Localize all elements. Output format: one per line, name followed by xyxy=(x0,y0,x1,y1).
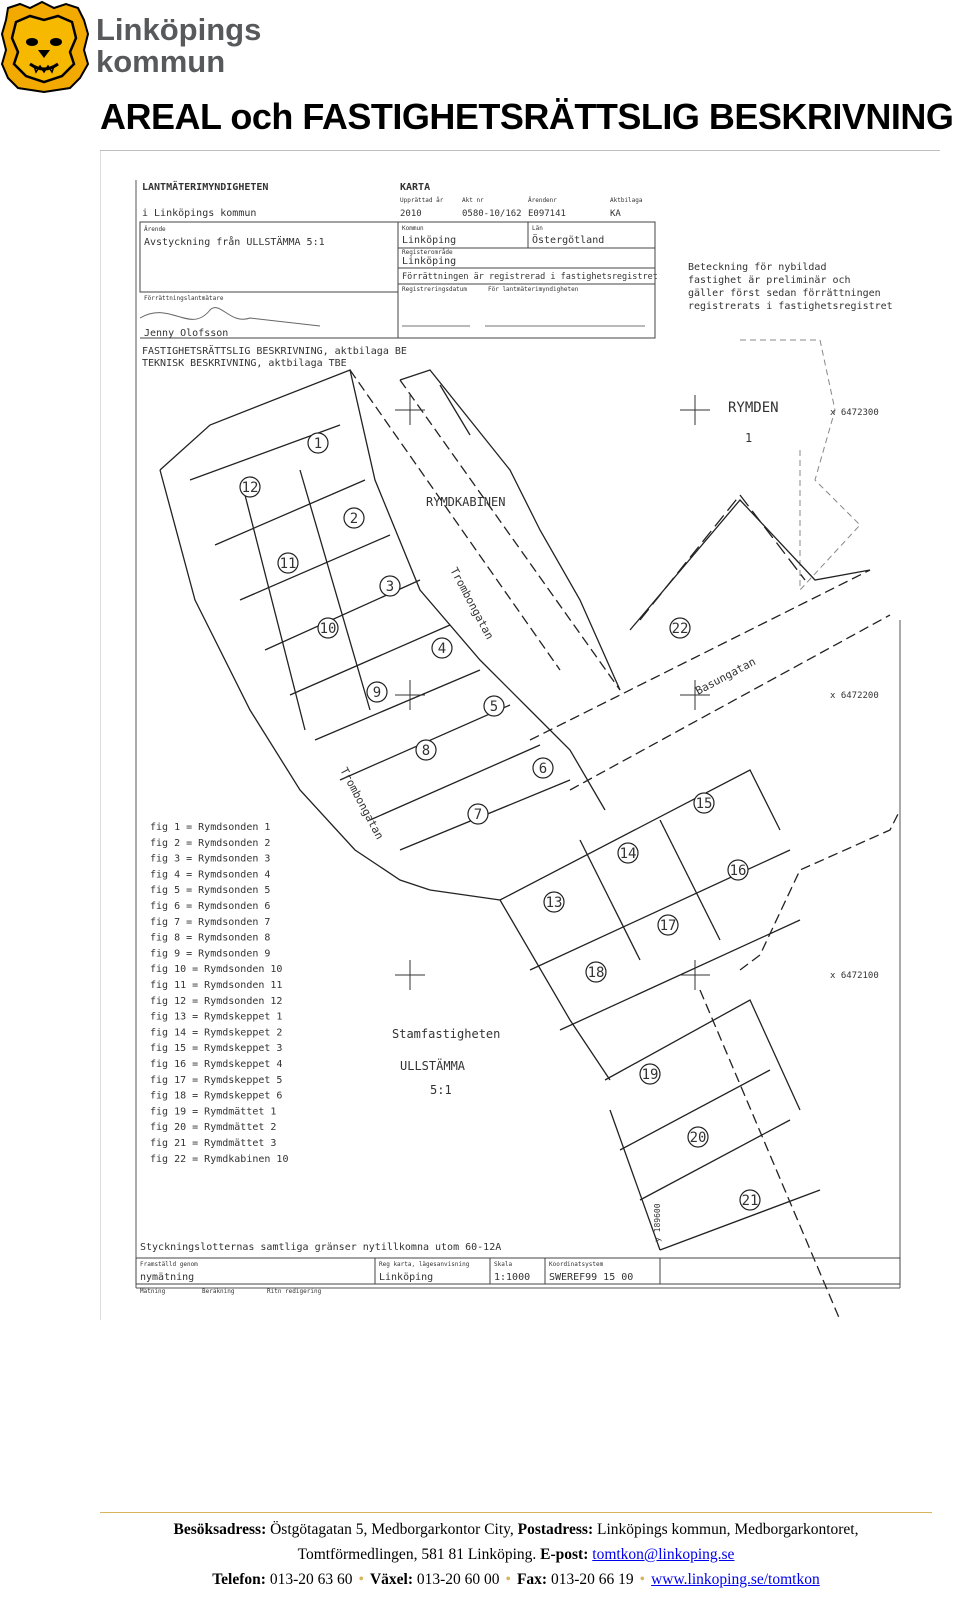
registered-note: Förrättningen är registrerad i fastighetsregistret xyxy=(402,272,658,282)
side-note-line: fastighet är preliminär och xyxy=(688,275,851,286)
map-footer-value: SWEREF99 15 00 xyxy=(549,1272,634,1283)
place-name: 5:1 xyxy=(430,1083,452,1097)
regomrade-value: Linköping xyxy=(402,256,457,267)
map-footer-label: Reg karta, lägesanvisning xyxy=(379,1261,470,1268)
lot-number: 3 xyxy=(385,579,395,595)
authority-label: LANTMÄTERIMYNDIGHETEN xyxy=(142,182,269,193)
map-footer-label: Skala xyxy=(494,1261,513,1268)
kommun-value: Linköping xyxy=(402,235,457,246)
switch-label: Växel: xyxy=(369,1571,413,1588)
legend-entry: fig 10 = Rymdsonden 10 xyxy=(150,964,283,976)
footer-address-line2 xyxy=(100,1546,932,1564)
lot-number: 12 xyxy=(241,480,259,496)
lot-number: 13 xyxy=(545,895,563,911)
legend-entry: fig 1 = Rymdsonden 1 xyxy=(150,822,271,833)
regomrade-label: Registerområde xyxy=(402,249,453,256)
lan-value: Östergötland xyxy=(532,235,605,246)
post-label: Postadress: xyxy=(517,1521,594,1538)
legend-entry: fig 21 = Rymdmättet 3 xyxy=(150,1138,277,1149)
email-label: E-post: xyxy=(540,1546,589,1563)
legend-entry: fig 8 = Rymdsonden 8 xyxy=(150,932,271,944)
footer-divider xyxy=(100,1512,932,1513)
lot-number: 6 xyxy=(538,761,548,777)
side-note-line: Beteckning för nybildad xyxy=(688,262,827,273)
email-link[interactable]: tomtkon@linkoping.se xyxy=(592,1546,735,1563)
map-sub-label: Beräkning xyxy=(202,1288,235,1295)
kommun-label: Kommun xyxy=(402,225,424,232)
legend-entry: fig 2 = Rymdsonden 2 xyxy=(150,837,271,849)
logo-line2: kommun xyxy=(96,44,226,79)
separator-dot: • xyxy=(639,1571,646,1588)
lot-number: 9 xyxy=(372,685,382,701)
lot-number: 11 xyxy=(279,556,297,572)
visit-label: Besöksadress: xyxy=(173,1521,267,1538)
coordinate-label: x 6472100 xyxy=(830,971,879,981)
place-name: RYMDEN xyxy=(728,400,779,416)
place-name: Stamfastigheten xyxy=(392,1027,501,1041)
meta-value: 2010 xyxy=(400,209,422,219)
lot-number: 2 xyxy=(349,511,359,527)
legend-entry: fig 6 = Rymdsonden 6 xyxy=(150,901,271,912)
place-name: Trombongatan xyxy=(447,565,497,642)
legend-entry: fig 5 = Rymdsonden 5 xyxy=(150,885,271,897)
map-label: KARTA xyxy=(400,182,431,193)
meta-header: Akt nr xyxy=(462,197,484,204)
legend-entry: fig 17 = Rymdskeppet 5 xyxy=(150,1074,283,1086)
legend-entry: fig 18 = Rymdskeppet 6 xyxy=(150,1090,283,1102)
side-note-line: gäller först sedan förrättningen xyxy=(688,288,881,299)
fax-value: 013-20 66 19 xyxy=(550,1571,634,1588)
legend-entry: fig 13 = Rymdskeppet 1 xyxy=(150,1011,283,1023)
meta-header: Aktbilaga xyxy=(610,197,643,204)
lot-number: 15 xyxy=(695,796,713,812)
lot-number: 7 xyxy=(473,807,483,823)
place-name: Basungatan xyxy=(693,655,758,698)
lot-number: 21 xyxy=(741,1193,759,1209)
map-sub-label: Mätning xyxy=(140,1288,166,1295)
separator-dot: • xyxy=(505,1571,511,1588)
lot-number: 20 xyxy=(689,1130,707,1146)
meta-header: Upprättad år xyxy=(400,197,444,204)
reg-auth-label: För lantmäterimyndigheten xyxy=(488,286,579,293)
case-label: Ärende xyxy=(144,226,166,233)
lot-number: 5 xyxy=(489,699,499,715)
map-footer-label: Framställd genom xyxy=(140,1261,198,1268)
separator-dot: • xyxy=(358,1571,364,1588)
lot-number: 1 xyxy=(313,436,323,452)
lot-number: 18 xyxy=(587,965,605,981)
footer-address-line1 xyxy=(100,1521,932,1539)
logo-wordmark xyxy=(96,14,261,78)
legend-entry: fig 16 = Rymdskeppet 4 xyxy=(150,1059,283,1070)
description-line: TEKNISK BESKRIVNING, aktbilaga TBE xyxy=(142,358,347,369)
surveyor-name: Jenny Olofsson xyxy=(144,328,229,339)
legend-entry: fig 7 = Rymdsonden 7 xyxy=(150,916,271,928)
page-title: AREAL och FASTIGHETSRÄTTSLIG BESKRIVNING xyxy=(100,96,954,137)
visit-value: Östgötagatan 5, Medborgarkontor City, xyxy=(270,1521,514,1538)
map-sub-label: Ritn redigering xyxy=(267,1288,322,1295)
map-footer-label: Koordinatsystem xyxy=(549,1261,604,1268)
coordinate-label: x 6472200 xyxy=(830,691,879,701)
map-footer-value: nymätning xyxy=(140,1272,195,1283)
web-link[interactable]: www.linkoping.se/tomtkon xyxy=(651,1571,820,1588)
footer-contact-line xyxy=(100,1571,932,1589)
legend-entry: fig 14 = Rymdskeppet 2 xyxy=(150,1027,283,1039)
place-name: 1 xyxy=(745,431,753,445)
place-name: ULLSTÄMMA xyxy=(400,1059,466,1073)
legend-entry: fig 11 = Rymdsonden 11 xyxy=(150,980,283,991)
map-footer-value: 1:1000 xyxy=(494,1272,531,1283)
lot-number: 19 xyxy=(641,1067,659,1083)
reg-date-label: Registreringsdatum xyxy=(402,286,468,293)
legend-entry: fig 9 = Rymdsonden 9 xyxy=(150,948,271,960)
legend-entry: fig 20 = Rymdmättet 2 xyxy=(150,1122,277,1134)
logo-line1: Linköpings xyxy=(96,12,262,47)
lot-number: 4 xyxy=(437,641,447,657)
legend-entry: fig 12 = Rymdsonden 12 xyxy=(150,995,283,1007)
post-value: Linköpings kommun, Medborgarkontoret, xyxy=(597,1521,859,1538)
switch-value: 013-20 60 00 xyxy=(416,1571,500,1588)
place-name: Trombongatan xyxy=(337,765,387,842)
phone-value: 013-20 63 60 xyxy=(269,1571,353,1588)
legend-entry: fig 4 = Rymdsonden 4 xyxy=(150,869,271,881)
map-footer-value: Linköping xyxy=(379,1272,434,1283)
side-note-line: registrerats i fastighetsregistret xyxy=(688,301,893,312)
place-name: RYMDKABINEN xyxy=(426,495,506,509)
bottom-note: Styckningslotternas samtliga gränser nytillkomna utom 60-12A xyxy=(140,1242,502,1253)
lot-number: 8 xyxy=(421,743,431,759)
coordinate-label: x 6472300 xyxy=(830,408,879,418)
cadastral-map xyxy=(100,150,940,1320)
meta-value: KA xyxy=(610,209,621,219)
lot-number: 10 xyxy=(319,621,337,637)
municipality-line: i Linköpings kommun xyxy=(142,208,257,219)
legend-entry: fig 3 = Rymdsonden 3 xyxy=(150,853,271,865)
case-value: Avstyckning från ULLSTÄMMA 5:1 xyxy=(144,237,325,248)
meta-value: 0580-10/162 xyxy=(462,209,522,219)
legend-entry: fig 15 = Rymdskeppet 3 xyxy=(150,1043,283,1055)
lot-number: 14 xyxy=(619,846,637,862)
line2-text: Tomtförmedlingen, 581 81 Linköping. xyxy=(297,1546,537,1563)
legend-entry: fig 22 = Rymdkabinen 10 xyxy=(150,1153,289,1165)
legend-entry: fig 19 = Rymdmättet 1 xyxy=(150,1106,277,1118)
meta-header: Ärendenr xyxy=(528,197,557,204)
lot-number: 22 xyxy=(671,621,689,637)
lot-number: 16 xyxy=(729,863,747,879)
lan-label: Län xyxy=(532,225,543,232)
surveyor-label: Förrättningslantmätare xyxy=(144,295,224,302)
coordinate-label-y: y 189600 xyxy=(653,1203,662,1242)
description-line: FASTIGHETSRÄTTSLIG BESKRIVNING, aktbilaga BE xyxy=(142,346,407,357)
meta-value: E097141 xyxy=(528,209,566,219)
lot-number: 17 xyxy=(659,918,677,934)
fax-label: Fax: xyxy=(516,1571,548,1588)
phone-label: Telefon: xyxy=(212,1571,266,1588)
